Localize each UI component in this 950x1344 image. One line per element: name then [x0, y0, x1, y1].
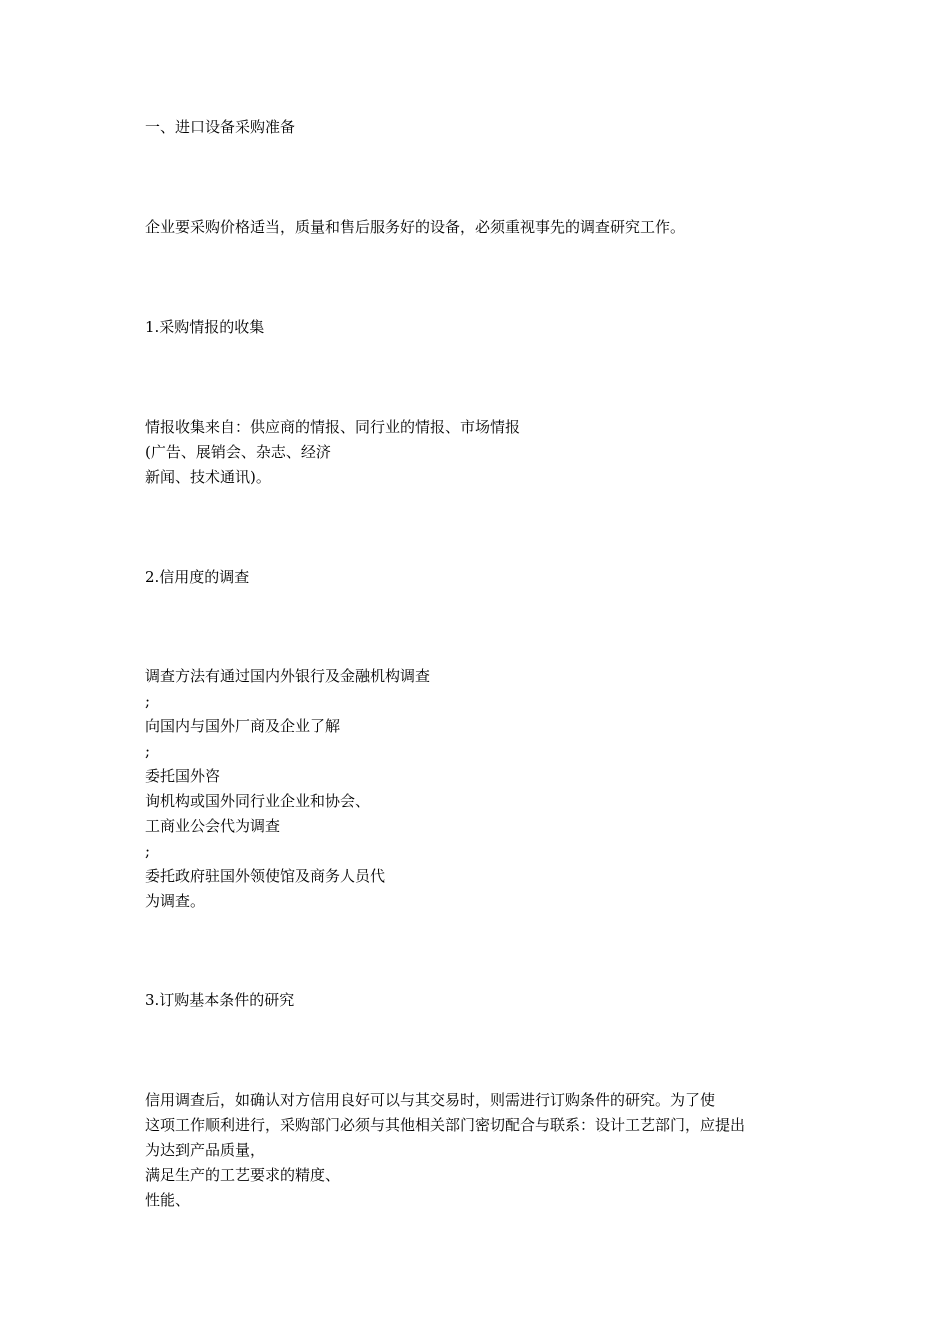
subsection-2-line: 调查方法有通过国内外银行及金融机构调查 [145, 667, 431, 685]
section-title: 一、进口设备采购准备 [145, 118, 296, 136]
subsection-2-line: 为调查。 [145, 892, 206, 910]
subsection-3-line: 信用调查后，如确认对方信用良好可以与其交易时，则需进行订购条件的研究。为了使 [145, 1091, 716, 1109]
intro-paragraph: 企业要采购价格适当，质量和售后服务好的设备，必须重视事先的调查研究工作。 [145, 218, 686, 236]
subsection-3-line: 满足生产的工艺要求的精度、 [145, 1166, 341, 1184]
subsection-3-heading: 3.订购基本条件的研究 [145, 991, 295, 1009]
subsection-3-line: 性能、 [145, 1191, 191, 1209]
subsection-1-line: 新闻、技术通讯)。 [145, 468, 271, 486]
subsection-2-line: 委托政府驻国外领使馆及商务人员代 [145, 867, 386, 885]
subsection-2-line: 委托国外咨 [145, 767, 221, 785]
subsection-2-line: ; [145, 692, 151, 710]
subsection-1-line: 情报收集来自：供应商的情报、同行业的情报、市场情报 [145, 418, 521, 436]
subsection-2-line: 工商业公会代为调查 [145, 817, 281, 835]
subsection-2-heading: 2.信用度的调查 [145, 568, 250, 586]
subsection-2-line: ; [145, 742, 151, 760]
subsection-2-line: ; [145, 842, 151, 860]
subsection-1-heading: 1.采购情报的收集 [145, 318, 265, 336]
subsection-3-line: 这项工作顺利进行，采购部门必须与其他相关部门密切配合与联系：设计工艺部门，应提出 [145, 1116, 746, 1134]
subsection-1-line: (广告、展销会、杂志、经济 [145, 443, 331, 461]
subsection-2-line: 询机构或国外同行业企业和协会、 [145, 792, 371, 810]
subsection-3-line: 为达到产品质量， [145, 1141, 266, 1159]
subsection-2-line: 向国内与国外厂商及企业了解 [145, 717, 341, 735]
